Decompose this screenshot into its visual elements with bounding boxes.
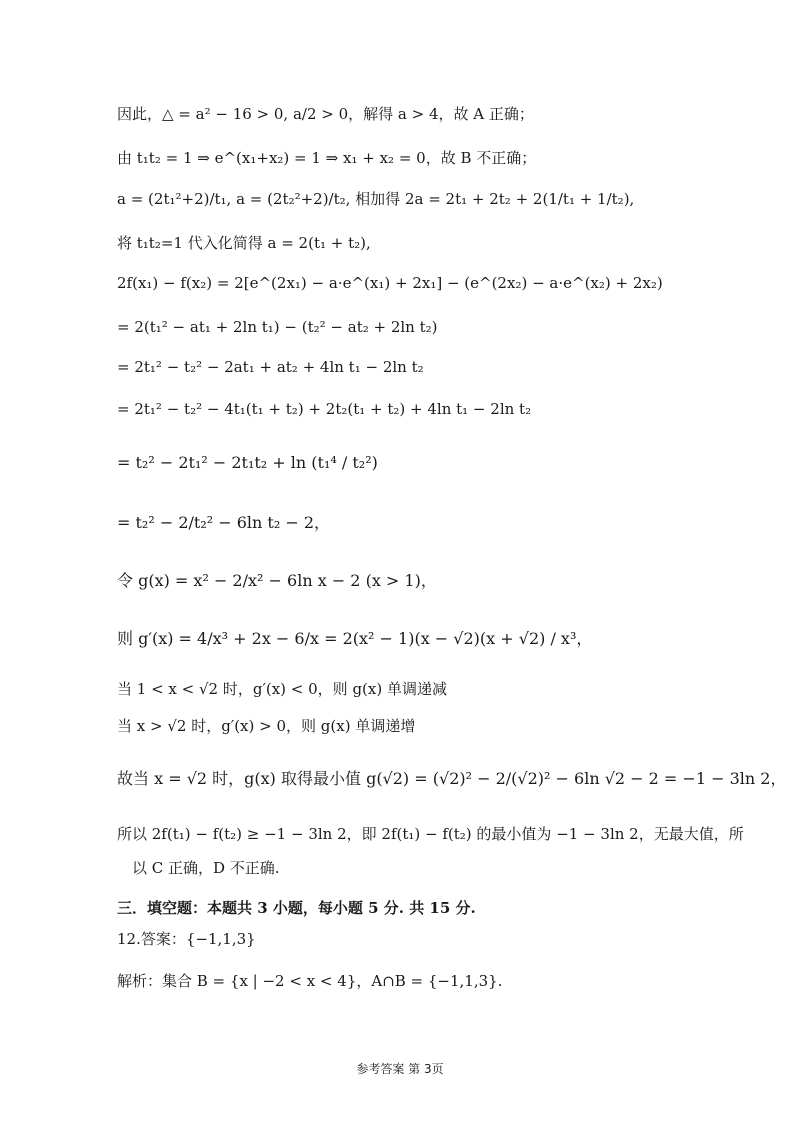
text-line: = 2(t₁² − at₁ + 2ln t₁) − (t₂² − at₂ + 2ln t₂) (117, 318, 438, 336)
text-line: 当 x > √2 时，g′(x) > 0，则 g(x) 单调递增 (117, 717, 416, 735)
text-line: 由 t₁t₂ = 1 ⇒ e^(x₁+x₂) = 1 ⇒ x₁ + x₂ = 0，故 B 不正确； (117, 149, 537, 167)
text-line: 2f(x₁) − f(x₂) = 2[e^(2x₁) − a·e^(x₁) + 2x₁] − (e^(2x₂) − a·e^(x₂) + 2x₂) (117, 274, 663, 292)
text-line: 故当 x = √2 时，g(x) 取得最小值 g(√2) = (√2)² − 2/(√2)² − 6ln √2 − 2 = −1 − 3ln 2， (117, 769, 787, 788)
text-line: 则 g′(x) = 4/x³ + 2x − 6/x = 2(x² − 1)(x − √2)(x + √2) / x³， (117, 629, 593, 648)
text-line: 令 g(x) = x² − 2/x² − 6ln x − 2 (x > 1)， (117, 571, 437, 590)
text-line: 所以 2f(t₁) − f(t₂) ≥ −1 − 3ln 2，即 2f(t₁) − f(t₂) 的最小值为 −1 − 3ln 2，无最大值，所 (117, 825, 744, 843)
text-line: 当 1 < x < √2 时，g′(x) < 0，则 g(x) 单调递减 (117, 680, 447, 698)
text-line: = t₂² − 2t₁² − 2t₁t₂ + ln (t₁⁴ / t₂²) (117, 453, 378, 472)
text-line: 将 t₁t₂=1 代入化简得 a = 2(t₁ + t₂), (117, 234, 371, 252)
text-line: 解析：集合 B = {x | −2 < x < 4}，A∩B = {−1,1,3}. (117, 972, 503, 990)
page-footer: 参考答案 第 3页 (356, 1062, 444, 1076)
text-line: = t₂² − 2/t₂² − 6ln t₂ − 2， (117, 513, 331, 532)
text-line: 因此，△ = a² − 16 > 0, a/2 > 0，解得 a > 4，故 A 正确； (117, 105, 534, 123)
section-heading: 三．填空题：本题共 3 小题，每小题 5 分. 共 15 分. (117, 899, 476, 917)
text-line: 以 C 正确，D 不正确. (132, 859, 280, 877)
text-line: = 2t₁² − t₂² − 2at₁ + at₂ + 4ln t₁ − 2ln t₂ (117, 358, 424, 376)
answer-line: 12.答案：{−1,1,3} (117, 930, 256, 948)
text-line: a = (2t₁²+2)/t₁, a = (2t₂²+2)/t₂, 相加得 2a = 2t₁ + 2t₂ + 2(1/t₁ + 1/t₂), (117, 190, 635, 208)
text-line: = 2t₁² − t₂² − 4t₁(t₁ + t₂) + 2t₂(t₁ + t₂) + 4ln t₁ − 2ln t₂ (117, 400, 532, 418)
